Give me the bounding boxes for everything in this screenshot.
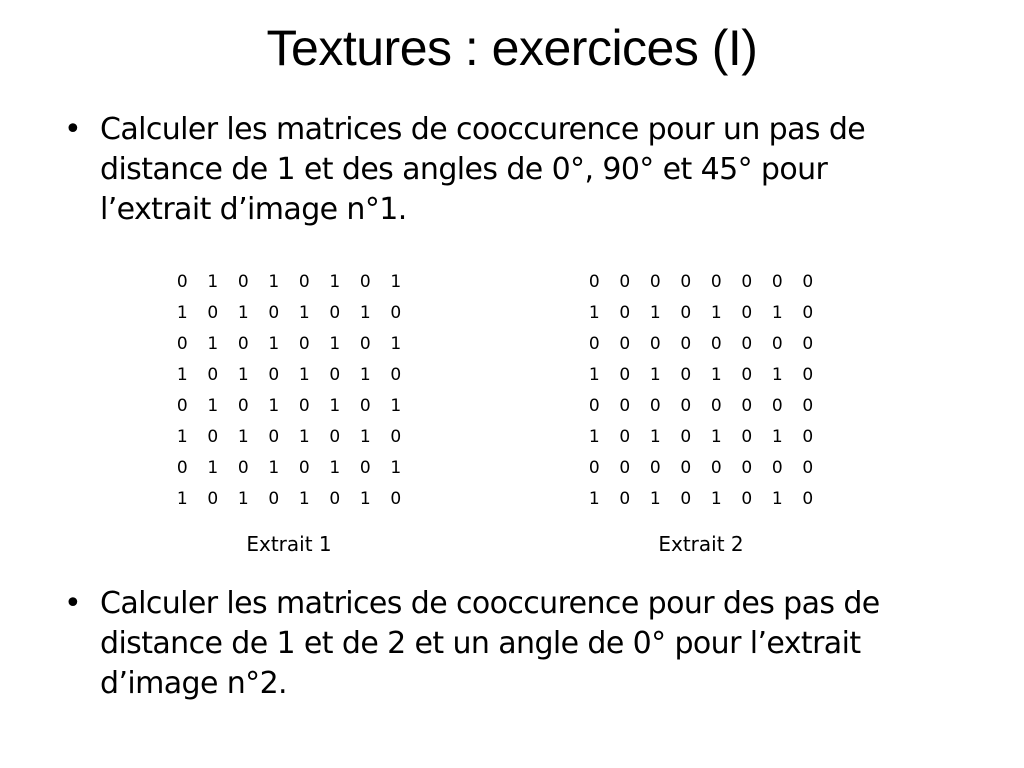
matrix-cell: 1	[390, 333, 402, 354]
bullet-text: Calculer les matrices de cooccurence pour des pas de distance de 1 et de 2 et un angle de 0° pour l’extrait d’image n°2.	[100, 586, 880, 701]
bullet-icon: •	[64, 112, 82, 147]
matrix-cell: 1	[268, 271, 280, 292]
matrix-cell: 1	[176, 488, 188, 509]
matrix-cell: 0	[619, 302, 631, 323]
matrix-cell: 1	[298, 426, 310, 447]
matrix-cell: 0	[268, 364, 280, 385]
matrix-cell: 0	[802, 271, 814, 292]
matrix-cell: 0	[237, 333, 249, 354]
matrix-cell: 0	[359, 333, 371, 354]
matrix-cell: 0	[390, 488, 402, 509]
matrix-cell: 1	[237, 302, 249, 323]
matrix-cell: 0	[619, 271, 631, 292]
matrix-cell: 0	[680, 488, 692, 509]
matrix-cell: 0	[771, 333, 783, 354]
matrix-cell: 0	[680, 271, 692, 292]
matrix-cell: 1	[237, 488, 249, 509]
matrix-cell: 0	[741, 302, 753, 323]
matrix-cell: 0	[802, 395, 814, 416]
matrix-cell: 0	[390, 426, 402, 447]
matrix-cell: 0	[268, 426, 280, 447]
matrix-cell: 0	[329, 426, 341, 447]
matrix-row	[579, 421, 823, 452]
bullet-item	[64, 584, 944, 704]
matrix-cell: 1	[710, 364, 722, 385]
matrix-cell: 1	[771, 426, 783, 447]
matrix-cell: 1	[588, 364, 600, 385]
matrix-row	[167, 421, 411, 452]
matrix-cell: 1	[268, 333, 280, 354]
matrix-cell: 0	[390, 302, 402, 323]
extract-1-caption: Extrait 1	[246, 532, 332, 556]
matrix-cell: 0	[710, 457, 722, 478]
matrix-cell: 0	[680, 426, 692, 447]
bullet-icon: •	[64, 586, 82, 621]
matrix-cell: 0	[359, 395, 371, 416]
matrix-cell: 1	[390, 271, 402, 292]
matrix-cell: 1	[207, 457, 219, 478]
matrix-cell: 0	[741, 333, 753, 354]
matrix-cell: 0	[619, 395, 631, 416]
matrix-cell: 1	[329, 333, 341, 354]
matrix-cell: 0	[649, 333, 661, 354]
matrix-row	[579, 297, 823, 328]
matrix-cell: 0	[619, 488, 631, 509]
matrix-row	[167, 328, 411, 359]
matrix-cell: 0	[649, 395, 661, 416]
bullet-text: Calculer les matrices de cooccurence pour un pas de distance de 1 et des angles de 0°, 90° et 45° pour l’extrait d’image n°1.	[100, 112, 866, 227]
matrix-cell: 0	[802, 457, 814, 478]
matrix-cell: 0	[329, 364, 341, 385]
matrix-cell: 0	[741, 271, 753, 292]
matrix-cell: 0	[207, 302, 219, 323]
matrix-cell: 0	[802, 488, 814, 509]
matrix-cell: 0	[619, 457, 631, 478]
matrix-cell: 0	[588, 333, 600, 354]
matrix-cell: 0	[390, 364, 402, 385]
matrix-row	[579, 452, 823, 483]
matrix-cell: 0	[771, 395, 783, 416]
matrix-cell: 0	[588, 395, 600, 416]
matrix-cell: 1	[298, 302, 310, 323]
matrix-cell: 0	[680, 364, 692, 385]
matrix-cell: 1	[588, 426, 600, 447]
matrix-cell: 1	[237, 426, 249, 447]
matrix-row	[167, 266, 411, 297]
extract-2-matrix	[579, 266, 823, 514]
matrix-cell: 0	[680, 333, 692, 354]
matrix-cell: 1	[771, 302, 783, 323]
matrix-cell: 1	[268, 395, 280, 416]
matrix-cell: 1	[359, 426, 371, 447]
matrix-row	[579, 266, 823, 297]
matrix-cell: 1	[649, 302, 661, 323]
matrix-cell: 0	[710, 333, 722, 354]
matrix-cell: 1	[176, 364, 188, 385]
matrix-cell: 0	[741, 395, 753, 416]
matrix-cell: 0	[176, 333, 188, 354]
matrix-cell: 0	[680, 457, 692, 478]
matrix-cell: 0	[771, 271, 783, 292]
matrix-cell: 0	[619, 333, 631, 354]
matrix-cell: 0	[176, 457, 188, 478]
matrix-cell: 1	[237, 364, 249, 385]
matrix-cell: 0	[771, 457, 783, 478]
matrix-cell: 1	[390, 457, 402, 478]
matrix-row	[167, 297, 411, 328]
matrix-cell: 1	[359, 488, 371, 509]
matrix-cell: 0	[588, 457, 600, 478]
matrix-cell: 0	[359, 457, 371, 478]
matrix-cell: 0	[359, 271, 371, 292]
matrix-cell: 1	[268, 457, 280, 478]
matrix-cell: 1	[390, 395, 402, 416]
matrix-cell: 0	[329, 488, 341, 509]
matrix-cell: 0	[298, 271, 310, 292]
matrix-cell: 1	[207, 333, 219, 354]
matrix-cell: 0	[298, 395, 310, 416]
matrix-cell: 0	[802, 333, 814, 354]
matrix-cell: 0	[237, 395, 249, 416]
matrix-row	[579, 483, 823, 514]
matrix-cell: 1	[649, 488, 661, 509]
matrix-cell: 0	[588, 271, 600, 292]
matrix-cell: 0	[802, 364, 814, 385]
matrix-cell: 0	[741, 364, 753, 385]
matrix-cell: 0	[680, 395, 692, 416]
matrix-cell: 0	[619, 364, 631, 385]
matrix-cell: 0	[710, 395, 722, 416]
matrix-cell: 0	[176, 271, 188, 292]
matrix-cell: 1	[329, 457, 341, 478]
matrix-row	[167, 452, 411, 483]
matrix-cell: 0	[268, 488, 280, 509]
matrix-cell: 1	[588, 302, 600, 323]
matrix-cell: 1	[588, 488, 600, 509]
matrix-cell: 1	[649, 426, 661, 447]
matrix-cell: 0	[649, 457, 661, 478]
matrix-cell: 1	[207, 271, 219, 292]
matrix-cell: 1	[298, 364, 310, 385]
matrix-cell: 0	[710, 271, 722, 292]
matrix-cell: 0	[802, 302, 814, 323]
matrix-cell: 0	[741, 426, 753, 447]
matrix-cell: 1	[176, 426, 188, 447]
slide-title: Textures : exercices (I)	[266, 20, 758, 76]
matrix-row	[579, 359, 823, 390]
matrix-cell: 1	[207, 395, 219, 416]
matrix-cell: 0	[207, 488, 219, 509]
matrix-cell: 0	[741, 457, 753, 478]
matrix-cell: 1	[359, 364, 371, 385]
matrix-cell: 0	[802, 426, 814, 447]
matrix-cell: 1	[298, 488, 310, 509]
matrix-cell: 1	[359, 302, 371, 323]
matrix-row	[167, 359, 411, 390]
matrix-row	[167, 390, 411, 421]
matrix-cell: 1	[329, 271, 341, 292]
matrix-cell: 0	[176, 395, 188, 416]
matrix-cell: 1	[329, 395, 341, 416]
matrix-cell: 0	[298, 457, 310, 478]
matrix-cell: 0	[649, 271, 661, 292]
matrix-cell: 1	[176, 302, 188, 323]
matrix-cell: 0	[680, 302, 692, 323]
matrix-cell: 0	[619, 426, 631, 447]
matrix-cell: 0	[741, 488, 753, 509]
matrix-cell: 1	[771, 488, 783, 509]
matrix-row	[579, 390, 823, 421]
extract-1-matrix	[167, 266, 411, 514]
matrix-row	[579, 328, 823, 359]
matrix-cell: 0	[237, 271, 249, 292]
matrix-cell: 1	[710, 302, 722, 323]
matrix-cell: 1	[710, 488, 722, 509]
matrix-cell: 1	[649, 364, 661, 385]
matrix-cell: 0	[298, 333, 310, 354]
matrix-row	[167, 483, 411, 514]
matrix-cell: 1	[710, 426, 722, 447]
matrix-cell: 0	[237, 457, 249, 478]
bullet-item	[64, 110, 944, 230]
matrix-cell: 0	[268, 302, 280, 323]
matrix-cell: 0	[207, 426, 219, 447]
matrix-cell: 1	[771, 364, 783, 385]
matrix-cell: 0	[207, 364, 219, 385]
matrix-cell: 0	[329, 302, 341, 323]
extract-2-caption: Extrait 2	[658, 532, 744, 556]
